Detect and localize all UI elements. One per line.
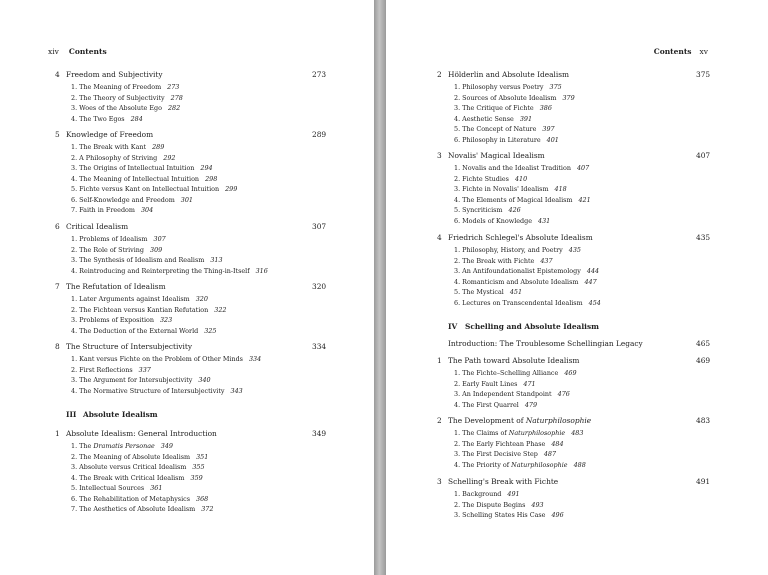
section-title: 1. The Break with Kant — [71, 143, 147, 151]
chapter-page: 307 — [312, 222, 327, 231]
section-entry — [71, 442, 173, 450]
introduction-page: 465 — [696, 339, 711, 348]
section-entry — [71, 246, 162, 254]
section-entry — [71, 267, 268, 275]
section-entry — [454, 390, 570, 398]
section-entry — [454, 206, 521, 214]
section-entry — [71, 83, 179, 91]
chapter-number: 1 — [437, 356, 442, 365]
section-title: 1. Later Arguments against Idealism — [71, 295, 190, 303]
chapter-page: 349 — [312, 429, 327, 438]
section-entry — [71, 94, 183, 102]
section-page: 454 — [588, 298, 601, 307]
section-title: 3. Absolute versus Critical Idealism — [71, 463, 187, 471]
section-entry — [71, 115, 143, 123]
section-entry — [71, 235, 166, 243]
section-title: 2. Fichte Studies — [454, 174, 509, 183]
section-entry — [454, 440, 564, 448]
chapter-entry — [55, 70, 327, 79]
section-page: 292 — [163, 153, 176, 162]
section-page: 418 — [554, 185, 567, 193]
section-page: 284 — [130, 114, 143, 123]
section-title: 1. Philosophy, History, and Poetry — [454, 246, 563, 254]
section-page: 451 — [509, 288, 523, 296]
section-title: 4. The Two Egos — [71, 114, 125, 123]
section-title: 1. The Claims of Naturphilosophie — [454, 429, 566, 437]
section-page: 313 — [210, 256, 223, 264]
section-entry — [454, 115, 532, 123]
page-header-title: Contents — [68, 47, 107, 56]
section-title: 1. The Meaning of Freedom — [71, 83, 162, 91]
section-page: 289 — [152, 143, 165, 151]
section-page: 447 — [584, 277, 597, 286]
section-entry — [71, 306, 226, 314]
section-entry — [71, 316, 172, 324]
section-page: 278 — [170, 93, 183, 102]
section-entry — [71, 164, 213, 172]
chapter-entry — [437, 477, 711, 486]
section-entry — [71, 154, 175, 162]
section-page: 282 — [167, 104, 181, 112]
section-title: 2. The Early Fichtean Phase — [454, 439, 546, 448]
book-gutter — [374, 0, 386, 575]
section-entry — [71, 484, 162, 492]
section-entry — [454, 401, 537, 409]
section-page: 361 — [150, 484, 163, 492]
section-title: 1. The Dramatis Personae — [71, 442, 155, 450]
section-page: 484 — [551, 439, 564, 448]
section-entry — [454, 450, 556, 458]
section-page: 343 — [230, 386, 243, 395]
section-title: 1. Background — [454, 490, 502, 498]
section-page: 307 — [153, 235, 166, 243]
section-page: 491 — [507, 490, 520, 498]
section-page: 471 — [523, 379, 536, 388]
part-heading — [448, 322, 599, 331]
part-title: Absolute Idealism — [83, 410, 158, 419]
section-entry — [71, 143, 164, 151]
chapter-title: The Development of Naturphilosophie — [448, 416, 592, 425]
section-page: 496 — [551, 511, 564, 519]
section-page: 323 — [159, 316, 173, 324]
section-page: 379 — [562, 93, 575, 102]
section-page: 375 — [549, 83, 562, 91]
section-entry — [71, 256, 223, 264]
chapter-title: Knowledge of Freedom — [66, 130, 154, 139]
section-entry — [454, 461, 586, 469]
chapter-number: 2 — [437, 416, 442, 425]
section-title: 5. The Concept of Nature — [454, 125, 537, 133]
section-title: 4. The Break with Critical Idealism — [71, 473, 185, 482]
right-running-head — [654, 47, 708, 56]
section-title: 6. Lectures on Transcendental Idealism — [454, 298, 583, 307]
section-title: 5. Fichte versus Kant on Intellectual Intuition — [71, 185, 220, 193]
section-entry — [71, 206, 153, 214]
section-title: 5. Syncriticism — [454, 206, 503, 214]
chapter-number: 3 — [437, 151, 442, 160]
chapter-title: The Structure of Intersubjectivity — [66, 342, 193, 351]
section-page: 294 — [200, 164, 213, 172]
section-title: 7. Faith in Freedom — [71, 206, 135, 214]
section-page: 299 — [225, 185, 238, 193]
section-title: 3. The Argument for Intersubjectivity — [71, 376, 193, 384]
section-title: 4. The Priority of Naturphilosophie — [454, 460, 568, 469]
section-page: 437 — [540, 256, 553, 265]
right-page — [386, 0, 768, 575]
chapter-number: 2 — [437, 70, 442, 79]
chapter-title: Freedom and Subjectivity — [66, 70, 163, 79]
section-entry — [454, 490, 520, 498]
section-title: 2. The Dispute Begins — [454, 500, 526, 509]
page-number: xiv — [48, 47, 59, 56]
section-page: 483 — [571, 429, 584, 437]
section-entry — [71, 387, 243, 395]
page-number: xv — [699, 47, 708, 56]
section-title: 1. Problems of Idealism — [71, 235, 148, 243]
section-title: 2. Sources of Absolute Idealism — [454, 93, 557, 102]
section-title: 3. The Critique of Fichte — [454, 104, 534, 112]
section-page: 431 — [538, 216, 551, 225]
chapter-title: Novalis' Magical Idealism — [448, 151, 545, 160]
section-title: 2. The Meaning of Absolute Idealism — [71, 452, 191, 461]
section-page: 479 — [524, 400, 538, 409]
chapter-page: 289 — [312, 130, 327, 139]
section-title: 3. Schelling States His Case — [454, 511, 546, 519]
section-entry — [71, 196, 193, 204]
section-entry — [71, 295, 208, 303]
section-entry — [454, 267, 599, 275]
chapter-entry — [55, 342, 327, 351]
section-entry — [71, 366, 151, 374]
chapter-entry — [437, 151, 711, 160]
section-entry — [71, 185, 237, 193]
section-entry — [454, 83, 562, 91]
section-page: 426 — [508, 206, 521, 214]
chapter-number: 4 — [55, 70, 60, 79]
section-entry — [454, 299, 601, 307]
section-title: 3. Fichte in Novalis' Idealism — [454, 185, 549, 193]
section-entry — [454, 288, 522, 296]
section-title: 3. An Antifoundationalist Epistemology — [454, 267, 581, 275]
chapter-title: Absolute Idealism: General Introduction — [66, 429, 217, 438]
section-page: 407 — [576, 164, 590, 172]
section-title: 1. The Fichte–Schelling Alliance — [454, 369, 559, 377]
section-title: 6. Models of Knowledge — [454, 216, 532, 225]
section-entry — [71, 376, 211, 384]
introduction-entry — [448, 339, 711, 348]
section-page: 337 — [138, 365, 151, 374]
section-entry — [71, 463, 205, 471]
section-page: 410 — [514, 174, 528, 183]
section-page: 397 — [542, 125, 555, 133]
chapter-page: 469 — [696, 356, 711, 365]
left-running-head — [48, 47, 107, 56]
section-title: 2. The Theory of Subjectivity — [71, 93, 165, 102]
section-title: 1. Kant versus Fichte on the Problem of Other Minds — [71, 355, 243, 363]
section-title: 3. Woes of the Absolute Ego — [71, 104, 162, 112]
chapter-entry — [437, 70, 711, 79]
section-title: 2. The Fichtean versus Kantian Refutation — [71, 305, 209, 314]
section-page: 304 — [140, 206, 154, 214]
chapter-page: 483 — [696, 416, 711, 425]
section-page: 322 — [214, 305, 227, 314]
section-title: 2. The Break with Fichte — [454, 256, 535, 265]
section-entry — [454, 369, 577, 377]
section-title: 2. A Philosophy of Striving — [71, 153, 158, 162]
section-title: 6. The Rehabilitation of Metaphysics — [71, 494, 190, 503]
section-entry — [454, 246, 581, 254]
section-page: 368 — [196, 494, 209, 503]
chapter-number: 3 — [437, 477, 442, 486]
section-entry — [454, 164, 589, 172]
section-title: 2. First Reflections — [71, 365, 133, 374]
section-page: 351 — [196, 452, 209, 461]
chapter-title: The Path toward Absolute Idealism — [448, 356, 580, 365]
chapter-number: 7 — [55, 282, 60, 291]
section-title: 4. The Meaning of Intellectual Intuition — [71, 174, 200, 183]
section-title: 3. Problems of Exposition — [71, 316, 154, 324]
chapter-page: 407 — [696, 151, 711, 160]
section-title: 4. The Deduction of the External World — [71, 326, 199, 335]
section-entry — [454, 196, 591, 204]
chapter-page: 435 — [696, 233, 711, 242]
part-number: III — [66, 410, 77, 419]
section-page: 421 — [578, 195, 591, 204]
chapter-entry — [437, 416, 711, 425]
section-page: 391 — [519, 114, 533, 123]
page-header-title: Contents — [653, 47, 692, 56]
section-title: 3. The Synthesis of Idealism and Realism — [71, 256, 205, 264]
chapter-page: 334 — [312, 342, 327, 351]
section-page: 334 — [248, 355, 262, 363]
section-entry — [71, 495, 208, 503]
section-page: 359 — [190, 473, 203, 482]
section-title: 4. Aesthetic Sense — [454, 114, 514, 123]
chapter-number: 4 — [437, 233, 442, 242]
section-title: 7. The Aesthetics of Absolute Idealism — [71, 505, 196, 513]
chapter-page: 375 — [696, 70, 711, 79]
section-entry — [454, 185, 567, 193]
section-page: 298 — [205, 174, 218, 183]
section-entry — [454, 278, 597, 286]
section-title: 4. The First Quarrel — [454, 400, 519, 409]
section-title: 4. Romanticism and Absolute Idealism — [454, 277, 579, 286]
section-entry — [71, 104, 180, 112]
section-page: 488 — [573, 460, 586, 469]
section-page: 301 — [180, 195, 193, 204]
section-title: 4. Reintroducing and Reinterpreting the Thing-in-Itself — [71, 266, 250, 275]
section-page: 386 — [539, 104, 552, 112]
chapter-title: Schelling's Break with Fichte — [448, 477, 559, 486]
section-title: 4. The Normative Structure of Intersubjectivity — [71, 386, 225, 395]
chapter-number: 1 — [55, 429, 60, 438]
section-entry — [71, 355, 261, 363]
part-heading — [66, 410, 158, 419]
section-entry — [71, 474, 203, 482]
section-page: 444 — [586, 267, 600, 275]
section-title: 1. Philosophy versus Poetry — [454, 83, 544, 91]
section-title: 2. Early Fault Lines — [454, 379, 518, 388]
section-title: 3. An Independent Standpoint — [454, 390, 552, 398]
introduction-title: Introduction: The Troublesome Schellingian Legacy — [448, 339, 643, 348]
part-title: Schelling and Absolute Idealism — [465, 322, 599, 331]
section-page: 309 — [150, 245, 163, 254]
chapter-title: Critical Idealism — [66, 222, 129, 231]
section-page: 469 — [564, 369, 577, 377]
section-page: 349 — [160, 442, 173, 450]
chapter-entry — [437, 233, 711, 242]
chapter-page: 320 — [312, 282, 327, 291]
chapter-entry — [55, 429, 327, 438]
section-entry — [454, 104, 552, 112]
section-entry — [71, 453, 208, 461]
chapter-number: 5 — [55, 130, 60, 139]
chapter-entry — [55, 282, 327, 291]
section-title: 6. Self-Knowledge and Freedom — [71, 195, 175, 204]
section-entry — [454, 380, 536, 388]
section-page: 372 — [201, 505, 214, 513]
section-entry — [454, 511, 564, 519]
section-title: 5. Intellectual Sources — [71, 484, 145, 492]
chapter-number: 6 — [55, 222, 60, 231]
section-page: 320 — [195, 295, 208, 303]
chapter-entry — [55, 222, 327, 231]
section-entry — [454, 136, 559, 144]
chapter-title: Friedrich Schlegel's Absolute Idealism — [448, 233, 593, 242]
chapter-page: 491 — [696, 477, 711, 486]
section-page: 401 — [546, 135, 559, 144]
section-page: 355 — [192, 463, 205, 471]
section-page: 273 — [167, 83, 180, 91]
section-title: 1. Novalis and the Idealist Tradition — [454, 164, 571, 172]
chapter-entry — [437, 356, 711, 365]
section-entry — [71, 505, 213, 513]
section-entry — [71, 327, 216, 335]
section-entry — [454, 257, 553, 265]
section-title: 3. The Origins of Intellectual Intuition — [71, 164, 195, 172]
section-title: 2. The Role of Striving — [71, 245, 144, 254]
section-entry — [454, 175, 527, 183]
section-page: 340 — [198, 376, 211, 384]
section-page: 493 — [531, 500, 544, 509]
chapter-page: 273 — [312, 70, 327, 79]
section-page: 487 — [543, 450, 557, 458]
section-title: 4. The Elements of Magical Idealism — [454, 195, 573, 204]
chapter-title: The Refutation of Idealism — [66, 282, 166, 291]
section-page: 316 — [255, 266, 268, 275]
section-page: 476 — [557, 390, 570, 398]
section-entry — [454, 501, 544, 509]
section-title: 3. The First Decisive Step — [454, 450, 538, 458]
left-page — [0, 0, 374, 575]
section-entry — [71, 175, 217, 183]
section-page: 325 — [204, 326, 217, 335]
section-entry — [454, 94, 575, 102]
chapter-title: Hölderlin and Absolute Idealism — [448, 70, 570, 79]
section-title: 6. Philosophy in Literature — [454, 135, 541, 144]
section-page: 435 — [568, 246, 581, 254]
part-number: IV — [448, 322, 458, 331]
section-entry — [454, 217, 550, 225]
section-entry — [454, 125, 555, 133]
section-entry — [454, 429, 583, 437]
section-title: 5. The Mystical — [454, 288, 504, 296]
chapter-entry — [55, 130, 327, 139]
chapter-number: 8 — [55, 342, 60, 351]
